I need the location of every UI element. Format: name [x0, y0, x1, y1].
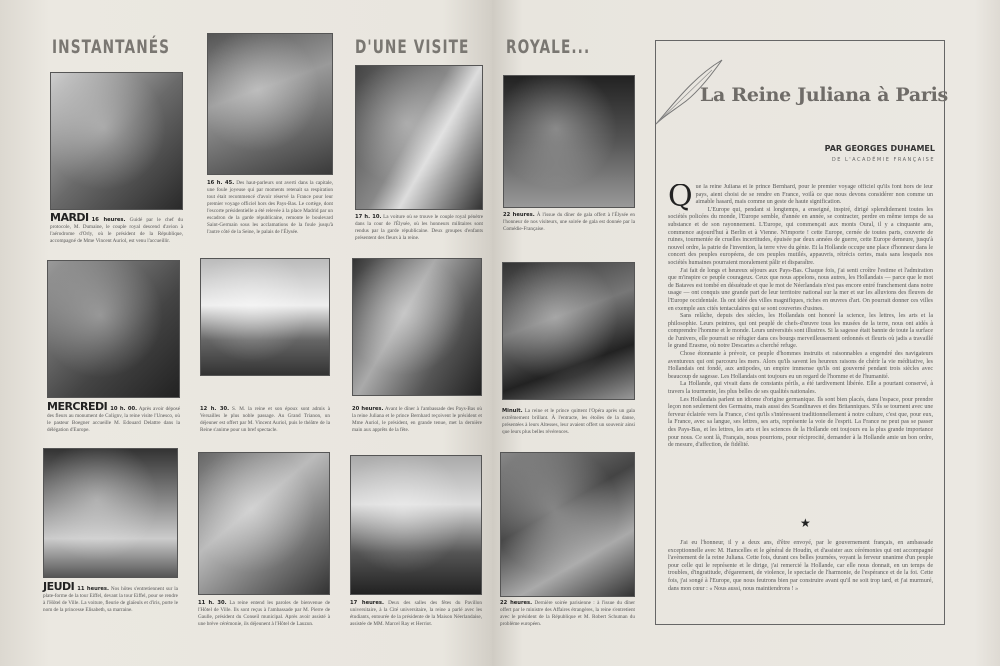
caption-3: 17 h. 10. La voiture où se trouve le couple royal pénètre dans la cour de l'Élysée, où les honneurs militaires sont rendus par la garde républicaine. Deux groupes d'enfants présentent des fleurs à la reine.: [355, 214, 484, 241]
photo-last-evening: [500, 452, 635, 597]
caption-6: 12 h. 30. S. M. la reine et son époux sont admis à Versailles le plus noble passage. Au Grand Trianon, un déjeuner est offert par M. Vincent Auriol, puis le théâtre de la Reine s'anime pour un bref spectacle.: [200, 406, 331, 433]
caption-8: Minuit. La reine et le prince quittent l'Opéra après un gala extrêmement brillant. À l'entracte, les étoiles de la danse, présentées à leurs Altesses, leur avaient offert un souvenir ainsi que leurs plus belles révérences.: [502, 408, 635, 435]
paragraph: Chose étonnante à prévoir, ce peuple d'hommes instruits et raisonnables a engendré des navigateurs aventureux qui ont parcouru les mers. Alors qu'ils savent les heureux raisons de chérir la vie méditative, les Hollandais ont fondé, aux antipodes, un empire immense qu'ils ont gouverné pendant trois siècles avec beaucoup de sagesse. Les Hollandais ont toujours eu un regard de l'homme et de l'humanité.: [668, 351, 933, 380]
photo-cortege: [207, 33, 333, 175]
photo-unesco: [47, 260, 180, 398]
photo-arrival-orly: [50, 72, 183, 210]
caption-4: 22 heures. À l'issue du dîner de gala offert à l'Élysée en l'honneur de nos visiteurs, une soirée de gala est donnée par la Comédie-Française.: [503, 212, 636, 232]
caption-5: MERCREDI 10 h. 00. Après avoir déposé des fleurs au monument de Colignv, la reine visite l'Unesco, où le pasteur Boegner accueille M. Edouard Delattre dans la délégation d'Europe.: [47, 400, 181, 433]
paragraph: J'ai fait de longs et heureux séjours aux Pays-Bas. Chaque fois, j'ai senti croître l'estime et l'admiration que m'inspire ce peuple courageux. Ceux que nous appelons, nous autres, les Hollandais — parce que le mot de Bataves est tombé en désuétude et que le mot de Néerlandais n'est pas encore entré franchement dans notre usage — ont conquis une grande part de leur territoire national sur la mer et sur les alluvions des fleuves de l'Europe occidentale. Ils ont idéé des villes magnifiques, riches en œuvres d'art. On pourrait donner ces villes en exemple aux cités tentaculaires qui se sont couvertes d'usines.: [668, 267, 933, 312]
paragraph: Sans relâche, depuis des siècles, les Hollandais ont honoré la science, les lettres, les arts et la philosophie. Leurs peintres, qui ont peuplé de chefs-d'œuvre tous les musées de la terre, nous ont aidés à comprendre l'homme et le monde. Leurs universités sont illustres. Si la sagesse était bannie de toute la surface de l'univers, elle pourrait se réfugier dans ces bourgs merveilleusement ordonnés et fleuris où jadis a travaillé le grand Erasme, où notre Descartes a cherché refuge.: [668, 313, 933, 350]
caption-11: 17 heures. Deux des salles des fêtes du Pavillon universitaire, à la Cité universitaire, la reine a parlé avec les étudiants, entourée de la présidente de la Maison Néerlandaise, assistée de MM. Marcel Ray et Herriot.: [350, 600, 482, 627]
photo-elysee-car: [355, 65, 483, 210]
photo-embassy: [352, 258, 482, 396]
article-body: [668, 184, 933, 514]
photo-cite-universitaire: [350, 455, 482, 595]
caption-1: MARDI 16 heures. Guidé par le chef du protocole, M. Dumaine, le couple royal descend d'avion à l'aérodrome d'Orly, où le président de la République, accompagné de Mme Vincent Auriol, est venu l'accueillir.: [50, 211, 183, 244]
caption-10: 11 h. 30. La reine entend les paroles de bienvenue de l'Hôtel de Ville. Ils sont reçus à l'ambassade par M. Pierre de Gaulle, président du Conseil municipal. Après avoir assisté à une brève cérémonie, ils déjeunent à l'Hôtel de Lauzun.: [198, 600, 331, 627]
article-author: PAR GEORGES DUHAMEL: [824, 144, 935, 153]
paragraph: ue la reine Juliana et le prince Bernhard, pour le premier voyage officiel qu'ils font hors de leur pays, aient choisi de se rendre en France, voilà ce que nous devons considérer non comme un aimable hasard, mais comme un geste de haute signification.: [695, 184, 933, 206]
caption-9: JEUDI 11 heures. Nos hôtes s'entretiennent sur la plate-forme de la tour Eiffel, devant la tour Eiffel, pour se rendre à l'Hôtel de Ville. La voiture, fleurie de glaïeuls et d'iris, porte le nom de la princesse Elisabeth, sa marraine.: [43, 580, 178, 613]
separator-star: ★: [800, 516, 811, 530]
heading-royale: ROYALE...: [506, 36, 591, 58]
caption-12: 22 heures. Dernière soirée parisienne : à l'issue du dîner offert par le ministre des Affaires étrangères, la reine s'entretient avec le président de la République et M. Robert Schuman du problème européen.: [500, 600, 635, 627]
heading-instantanes: INSTANTANÉS: [52, 36, 171, 58]
photo-eiffel-tower: [43, 448, 178, 578]
author-affiliation: DE L'ACADÉMIE FRANÇAISE: [831, 157, 935, 163]
photo-hotel-de-ville: [198, 452, 330, 595]
paragraph: La Hollande, qui vivait dans de constants périls, a été tardivement libérée. Elle a pourtant conservé, à travers la tourmente, les plus belles de ses qualités nationales.: [668, 381, 933, 396]
article-title: La Reine Juliana à Paris: [700, 84, 948, 106]
paragraph: Les Hollandais parlent un idiome d'origine germanique. Ils sont bien placés, dans l'espace, pour prendre leçon non seulement des Germains, mais aussi des Scandinaves et des Britanniques. S'ils se tournent avec une ferveur éclairée vers la France, c'est qu'ils s'intéressent traditionnellement à notre culture, c'est que, pour eux, la France, avec sa langue, ses lettres, ses arts, représente la voie de l'esprit. La France ne peut pas se passer des Pays-Bas, et les lettres, les arts et les sciences de la Hollande ont toujours eu la plus grande importance pour nous. Ce sont là, Français, nous pourrions, pour réciprocité, demander à la Hollande amie un bon ordre, de mesure, d'affection, de fidélité.: [668, 396, 933, 449]
paragraph: L'Europe qui, pendant si longtemps, a enseigné, inspiré, dirigé splendidement toutes les sociétés policées du monde, l'Europe semble, d'année en année, se contracter, perdre en même temps de sa substance et de son rayonnement. L'Europe, qui commençait aux monts Oural, il y a cinquante ans, commence aujourd'hui à Berlin et à Vienne. N'importe ! cette Europe, cernée de toutes parts, couverte de ruines, tourmentée de cruelles incertitudes, épuisée par deux années de guerre, cette Europe demeure, jusqu'à nouvel ordre, la patrie de l'invention, la terre vive du génie. Et la Hollande occupe une place d'honneur dans le concert des peuples européens, de ces peuples mutilés, appauvris, rétrécis certes, mais sans lesquels nos sociétés humaines pourraient moralement pâlir et disparaître.: [668, 206, 933, 266]
photo-comedie-francaise: [503, 75, 635, 208]
photo-versailles: [200, 258, 330, 376]
heading-dune-visite: D'UNE VISITE: [355, 36, 470, 58]
closing-paragraph: J'ai eu l'honneur, il y a deux ans, d'être envoyé, par le gouvernement français, en ambassade exceptionnelle avec M. Hamcelles et le général de Houdin, et d'assister aux cérémonies qui ont accompagné l'avènement de la reine Juliana. Cette fois, durant ces belles journées, voyant la ferveur unanime d'un peuple pour celle qui le représente et le dirige, j'ai remercié la Hollande, car elle nous donnait, en un temps de troubles, d'ingratitude, d'égarement, de violence, le spectacle de l'harmonie, de l'espérance et de la foi. Cette fois, j'ai songé à l'Europe, que nous feutrons bien par construire avant qu'il ne soit trop tard, et j'ai murmuré, dans mon cœur : « Nous aussi, nous maintiendrons ! »: [668, 540, 933, 592]
caption-2: 16 h. 45. Des haut-parleurs ont averti dans la capitale, une foule joyeuse qui par moments retenait sa respiration tout était recommencé d'avoir réservé la France pour leur premier voyage officiel hors des Pays-Bas. Le cortège, dont l'escorte présidentielle a été relevée à la place Madrid par un escadron de la garde républicaine, remonte le boulevard Saint-Germain sous les acclamations de la foule jusqu'à l'autre côté de la Seine, le palais de l'Élysée.: [207, 180, 333, 235]
drop-cap: Q: [668, 184, 693, 214]
article-closing: [668, 540, 933, 593]
photo-opera: [502, 262, 635, 400]
caption-7: 20 heures. Avant le dîner à l'ambassade des Pays-Bas où la reine Juliana et le prince Bernhard reçoivent le président et Mme Auriol, le président, en grande tenue, met la dernière main aux apprêts de la fête.: [352, 406, 482, 433]
